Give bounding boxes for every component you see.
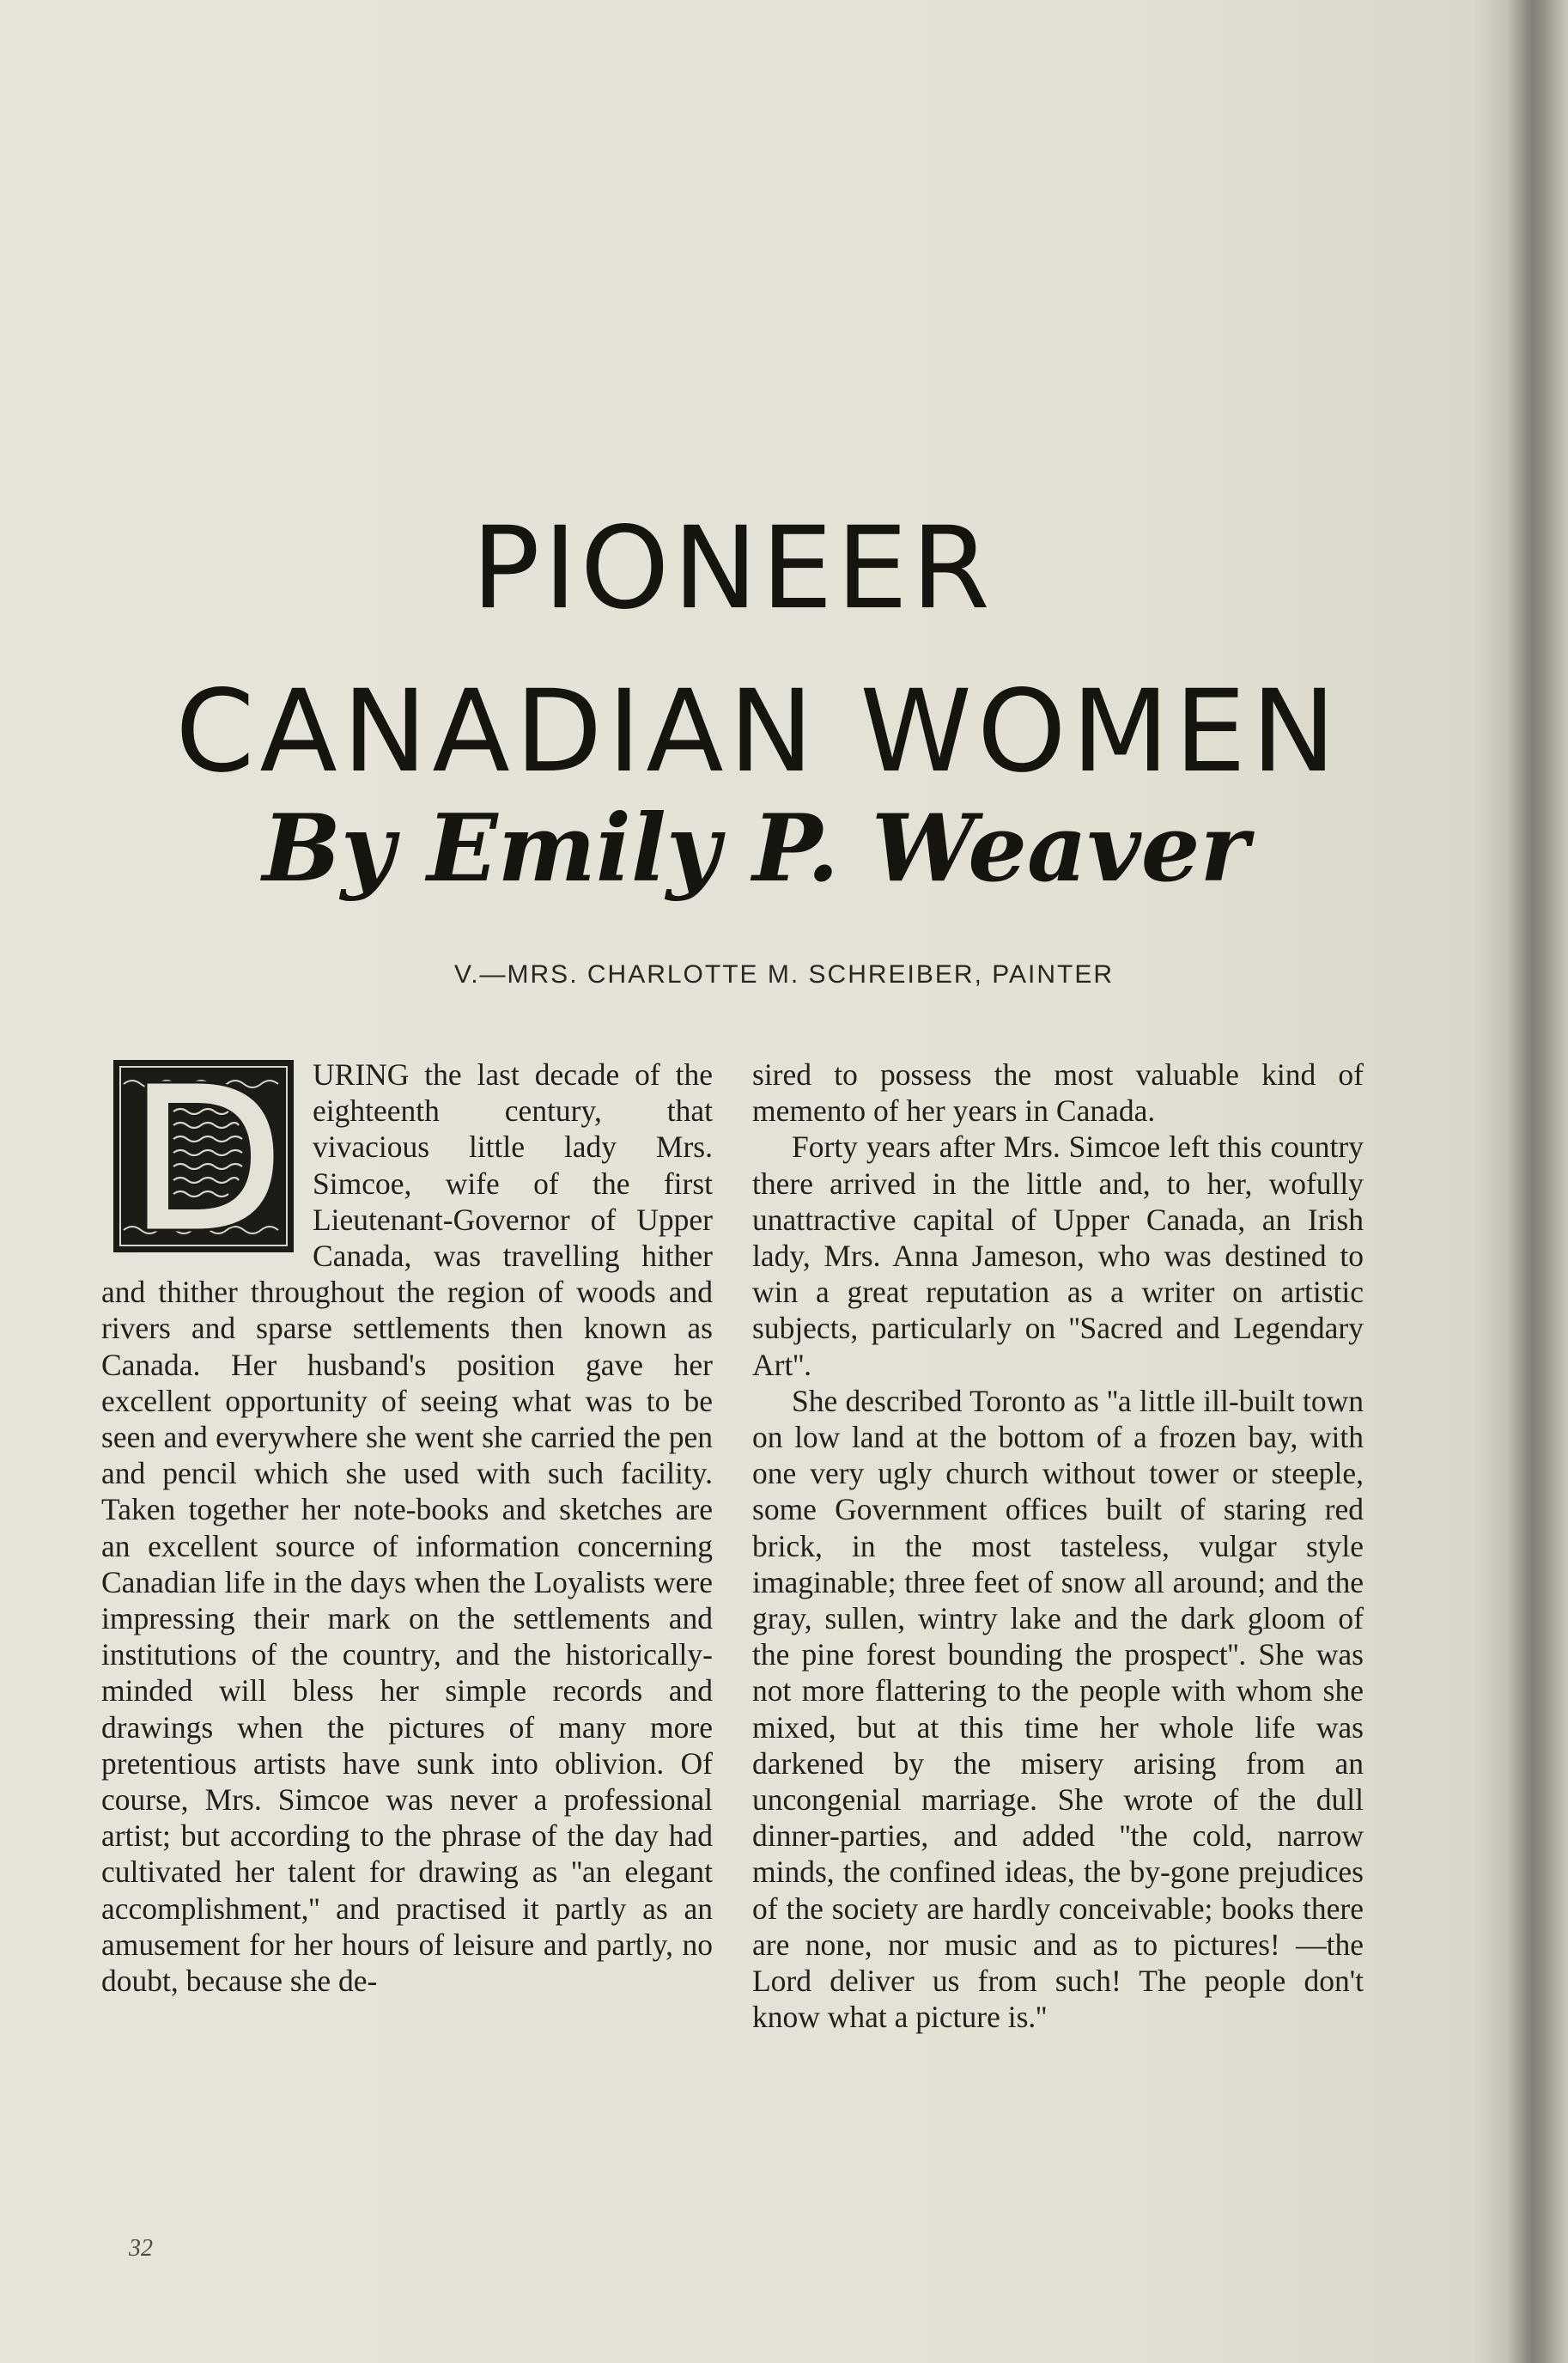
page-number: 32 [129,2235,153,2262]
page-gutter-shadow [1508,0,1568,2363]
opening-paragraph-text: URING the last decade of the eighteenth century, that vivacious little lady Mrs. Simcoe, wife of the first Lieutenant-Governor of Upper Canada, was travelling hither and thither throughout the region of woods and rivers and sparse settlements then known as Canada. Her husband's position gave her excellent opportunity of seeing what was to be seen and everywhere she went she carried the pen and pencil which she used with such facility. Taken together her note-books and sketches are an excellent source of information concerning Canadian life in the days when the Loyalists were impressing their mark on the settlements and institutions of the country, and the historically-minded will bless her simple records and drawings when the pictures of many more pretentious artists have sunk into oblivion. Of course, Mrs. Simcoe was never a professional artist; but according to the phrase of the day had cultivated her talent for drawing as ''an elegant accomplishment,'' and practised it partly as an amusement for her hours of leisure and partly, no doubt, because she de- [101,1057,713,1999]
left-column [101,1057,713,1999]
paragraph-jameson-arrival: Forty years after Mrs. Simcoe left this country there arrived in the little and, to her, wofully unattractive capital of Upper Canada, an Irish lady, Mrs. Anna Jameson, who was destined to win a great reputation as a writer on artistic subjects, particularly on ''Sacred and Legendary Art''. [752,1130,1364,1382]
title-line-1: PIONEER [471,502,994,635]
dropcap-ornament [112,1058,295,1254]
byline: By Emily P. Weaver [262,795,1249,903]
paragraph-continuation: sired to possess the most valuable kind of memento of her years in Canada. [752,1057,1364,1129]
right-column [752,1057,1364,2035]
paragraph-toronto-description: She described Toronto as ''a little ill-built town on low land at the bottom of a frozen bay, with one very ugly church without tower or steeple, some Government offices built of staring red brick, in the most tasteless, vulgar style imaginable; three feet of snow all around; and the gray, sullen, wintry lake and the dark gloom of the pine forest bounding the prospect''. She was not more flattering to the people with whom she mixed, but at this time her whole life was darkened by the misery arising from an uncongenial marriage. She wrote of the dull dinner-parties, and added ''the cold, narrow minds, the confined ideas, the by-gone prejudices of the society are hardly conceivable; books there are none, nor music and as to pictures! —the Lord deliver us from such! The people don't know what a picture is.'' [752,1383,1364,2035]
article-subtitle: V.—MRS. CHARLOTTE M. SCHREIBER, PAINTER [453,960,1115,989]
title-line-2: CANADIAN WOMEN [175,666,1341,798]
